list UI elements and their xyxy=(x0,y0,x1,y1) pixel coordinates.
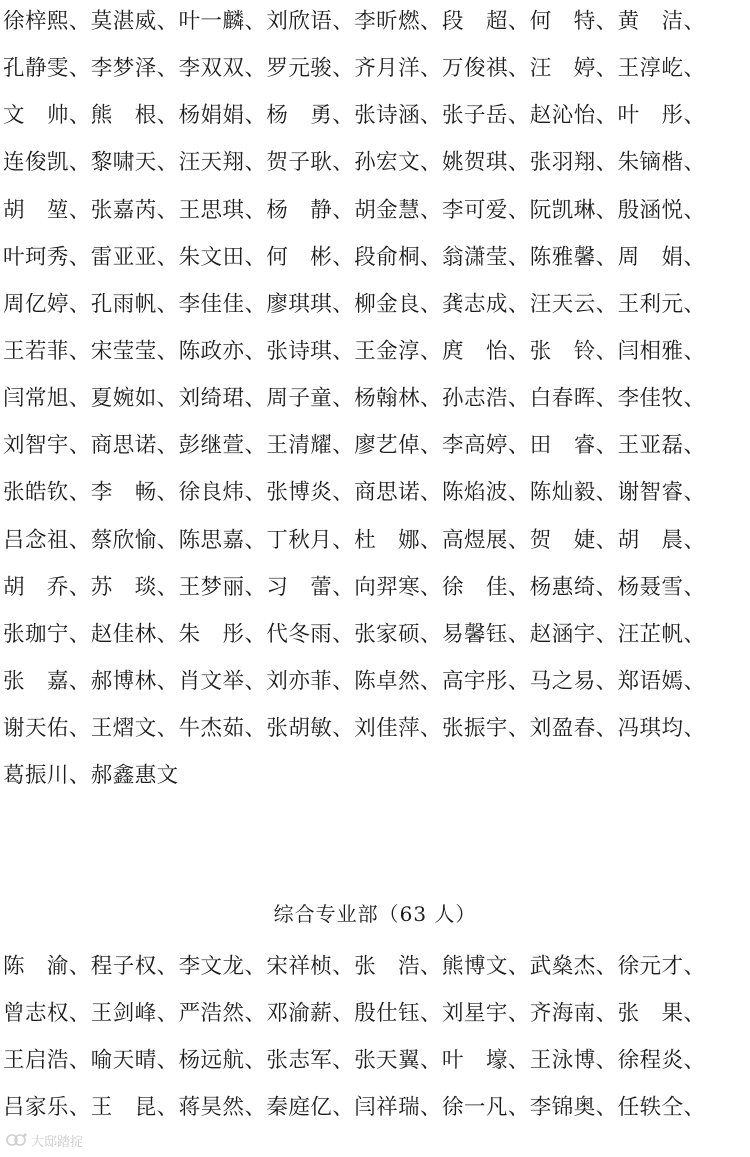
name-line: 闫常旭、夏婉如、刘绮珺、周子童、杨翰林、孙志浩、白春晖、李佳牧、 xyxy=(3,386,706,412)
name-line: 葛振川、郝鑫惠文 xyxy=(3,763,179,789)
name-line: 孔静雯、李梦泽、李双双、罗元骏、齐月洋、万俊祺、汪 婷、王淳屹、 xyxy=(3,56,706,82)
watermark-text: 大邸踏掟 xyxy=(31,1134,84,1150)
name-line: 周亿婷、孔雨帆、李佳佳、廖琪琪、柳金良、龚志成、汪天云、王利元、 xyxy=(3,291,706,317)
name-line: 连俊凯、黎啸天、汪天翔、贺子耿、孙宏文、姚贺琪、张羽翔、朱镝楷、 xyxy=(3,150,706,176)
name-line: 王启浩、喻天晴、杨远航、张志军、张天翼、叶 壕、王泳博、徐程炎、 xyxy=(3,1048,706,1074)
name-list-section-2 xyxy=(0,943,750,1132)
name-line: 吕家乐、王 昆、蒋昊然、秦庭亿、闫祥瑞、徐一凡、李锦奥、任轶仝、 xyxy=(3,1095,706,1121)
logo-icon xyxy=(6,1132,28,1148)
name-line: 王若菲、宋莹莹、陈政亦、张诗琪、王金淳、庹 怡、张 铃、闫相雅、 xyxy=(3,338,706,364)
name-line: 文 帅、熊 根、杨娟娟、杨 勇、张诗涵、张子岳、赵沁怡、叶 彤、 xyxy=(3,103,706,129)
name-line: 胡 堃、张嘉芮、王思琪、杨 静、胡金慧、李可爱、阮凯琳、殷涵悦、 xyxy=(3,197,706,223)
section-title: 综合专业部（63 人） xyxy=(273,902,477,926)
watermark xyxy=(6,1129,83,1151)
name-line: 刘智宇、商思诺、彭继萱、王清耀、廖艺倬、李高婷、田 睿、王亚磊、 xyxy=(3,433,706,459)
name-line: 胡 乔、苏 琰、王梦丽、习 蕾、向羿寒、徐 佳、杨惠绮、杨聂雪、 xyxy=(3,574,706,600)
name-line: 叶珂秀、雷亚亚、朱文田、何 彬、段俞桐、翁潇莹、陈雅馨、周 娟、 xyxy=(3,244,706,270)
name-line: 谢天佑、王熠文、牛杰茹、张胡敏、刘佳萍、张振宇、刘盈春、冯琪均、 xyxy=(3,716,706,742)
name-line: 徐梓熙、莫湛威、叶一麟、刘欣语、李昕燃、段 超、何 特、黄 洁、 xyxy=(3,9,706,34)
name-line: 吕念祖、蔡欣愉、陈思嘉、丁秋月、杜 娜、高煜展、贺 婕、胡 晨、 xyxy=(3,527,706,553)
name-line: 陈 渝、程子权、李文龙、宋祥桢、张 浩、熊博文、武燊杰、徐元才、 xyxy=(3,954,706,979)
name-line: 张皓钦、李 畅、徐良炜、张博炎、商思诺、陈焰波、陈灿毅、谢智睿、 xyxy=(3,480,706,506)
name-line: 张 嘉、郝博林、肖文举、刘亦菲、陈卓然、高宇彤、马之易、郑语嫣、 xyxy=(3,668,706,694)
name-line: 曾志权、王剑峰、严浩然、邓渝薪、殷仕钰、刘星宇、齐海南、张 果、 xyxy=(3,1001,706,1027)
name-line: 张珈宁、赵佳林、朱 彤、代冬雨、张家硕、易馨钰、赵涵宇、汪芷帆、 xyxy=(3,621,706,647)
